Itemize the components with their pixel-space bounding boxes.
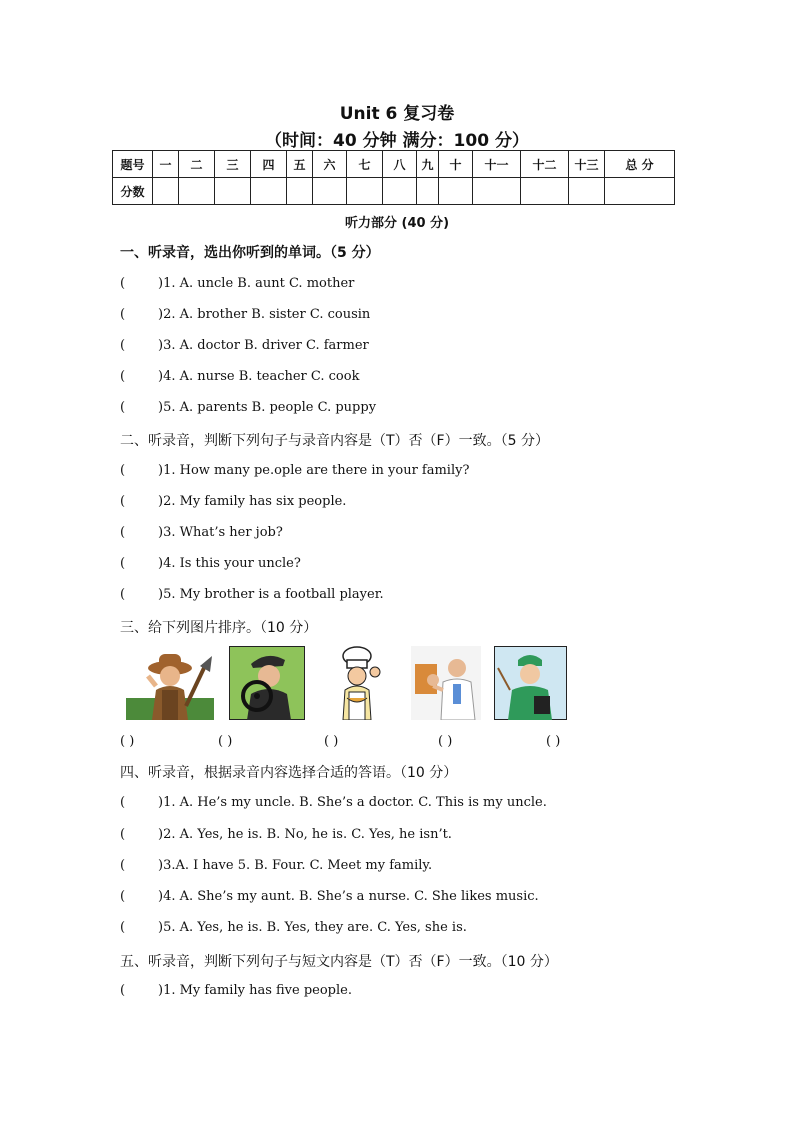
- score-table-header-row: [113, 151, 675, 178]
- question-item: ( )4. A. nurse B. teacher C. cook: [120, 369, 360, 384]
- score-cell: 五: [287, 151, 313, 178]
- score-input-cell[interactable]: [347, 178, 383, 205]
- score-input-cell[interactable]: [521, 178, 569, 205]
- nurse-picture: [494, 646, 567, 720]
- score-input-cell[interactable]: [153, 178, 179, 205]
- score-input-cell[interactable]: [215, 178, 251, 205]
- answer-paren[interactable]: (: [120, 556, 126, 571]
- question-item: ( )4. Is this your uncle?: [120, 556, 301, 571]
- farmer-picture: [126, 646, 214, 720]
- answer-paren[interactable]: (: [120, 338, 126, 353]
- score-cell: 总 分: [605, 151, 675, 178]
- doctor-picture: [411, 646, 481, 720]
- score-cell: 十: [439, 151, 473, 178]
- score-table-value-row: [113, 178, 675, 205]
- picture-order-blanks: [120, 734, 680, 752]
- answer-paren[interactable]: (: [120, 307, 126, 322]
- section-3-heading: 三、给下列图片排序。（10 分）: [120, 620, 318, 636]
- answer-paren[interactable]: (: [120, 276, 126, 291]
- question-item: ( )3. A. doctor B. driver C. farmer: [120, 338, 369, 353]
- time-and-score-info: （时间：40 分钟 满分：100 分）: [265, 131, 529, 151]
- score-input-cell[interactable]: [473, 178, 521, 205]
- answer-paren[interactable]: (: [120, 858, 126, 873]
- question-item: ( )1. A. He’s my uncle. B. She’s a doctor. C. This is my uncle.: [120, 795, 547, 810]
- question-item: ( )1. A. uncle B. aunt C. mother: [120, 276, 355, 291]
- question-item: ( )1. My family has five people.: [120, 983, 352, 998]
- answer-paren[interactable]: (: [120, 400, 126, 415]
- score-input-cell[interactable]: [383, 178, 417, 205]
- question-item: ( )2. A. Yes, he is. B. No, he is. C. Yes, he isn’t.: [120, 827, 452, 842]
- score-cell: 九: [417, 151, 439, 178]
- answer-paren[interactable]: (: [120, 795, 126, 810]
- page-title: Unit 6 复习卷: [339, 104, 455, 124]
- answer-paren[interactable]: (: [120, 369, 126, 384]
- score-label-cell: 分数: [113, 178, 153, 205]
- order-blank[interactable]: ( ): [120, 734, 135, 749]
- score-cell: 十一: [473, 151, 521, 178]
- question-item: ( )2. My family has six people.: [120, 494, 347, 509]
- question-item: ( )5. My brother is a football player.: [120, 587, 384, 602]
- question-item: ( )3.A. I have 5. B. Four. C. Meet my family.: [120, 858, 433, 873]
- question-item: ( )5. A. parents B. people C. puppy: [120, 400, 377, 415]
- listening-part-heading: 听力部分 (40 分): [344, 216, 450, 231]
- score-cell: 七: [347, 151, 383, 178]
- score-input-cell[interactable]: [313, 178, 347, 205]
- score-cell: 六: [313, 151, 347, 178]
- section-4-heading: 四、听录音，根据录音内容选择合适的答语。（10 分）: [120, 765, 458, 781]
- driver-picture: [229, 646, 305, 720]
- score-cell: 三: [215, 151, 251, 178]
- answer-paren[interactable]: (: [120, 587, 126, 602]
- score-input-cell[interactable]: [179, 178, 215, 205]
- answer-paren[interactable]: (: [120, 525, 126, 540]
- order-blank[interactable]: ( ): [324, 734, 339, 749]
- question-item: ( )2. A. brother B. sister C. cousin: [120, 307, 371, 322]
- order-blank[interactable]: ( ): [546, 734, 561, 749]
- answer-paren[interactable]: (: [120, 827, 126, 842]
- cook-picture: [333, 646, 387, 720]
- score-input-cell[interactable]: [439, 178, 473, 205]
- score-cell: 十三: [569, 151, 605, 178]
- score-cell: 八: [383, 151, 417, 178]
- order-blank[interactable]: ( ): [438, 734, 453, 749]
- question-item: ( )3. What’s her job?: [120, 525, 283, 540]
- question-item: ( )5. A. Yes, he is. B. Yes, they are. C. Yes, she is.: [120, 920, 467, 935]
- answer-paren[interactable]: (: [120, 983, 126, 998]
- section-1-heading: 一、听录音，选出你听到的单词。（5 分）: [120, 245, 380, 261]
- score-input-cell[interactable]: [287, 178, 313, 205]
- answer-paren[interactable]: (: [120, 889, 126, 904]
- score-cell: 一: [153, 151, 179, 178]
- section-5-heading: 五、听录音，判断下列句子与短文内容是（T）否（F）一致。（10 分）: [120, 954, 558, 970]
- score-input-cell[interactable]: [417, 178, 439, 205]
- score-cell: 题号: [113, 151, 153, 178]
- answer-paren[interactable]: (: [120, 463, 126, 478]
- score-cell: 二: [179, 151, 215, 178]
- score-table: [112, 150, 675, 205]
- score-input-cell[interactable]: [569, 178, 605, 205]
- score-input-cell[interactable]: [251, 178, 287, 205]
- answer-paren[interactable]: (: [120, 494, 126, 509]
- question-item: ( )1. How many pe.ople are there in your family?: [120, 463, 470, 478]
- score-input-cell[interactable]: [605, 178, 675, 205]
- question-item: ( )4. A. She’s my aunt. B. She’s a nurse. C. She likes music.: [120, 889, 539, 904]
- section-2-heading: 二、听录音，判断下列句子与录音内容是（T）否（F）一致。（5 分）: [120, 433, 549, 449]
- answer-paren[interactable]: (: [120, 920, 126, 935]
- order-blank[interactable]: ( ): [218, 734, 233, 749]
- score-cell: 十二: [521, 151, 569, 178]
- score-cell: 四: [251, 151, 287, 178]
